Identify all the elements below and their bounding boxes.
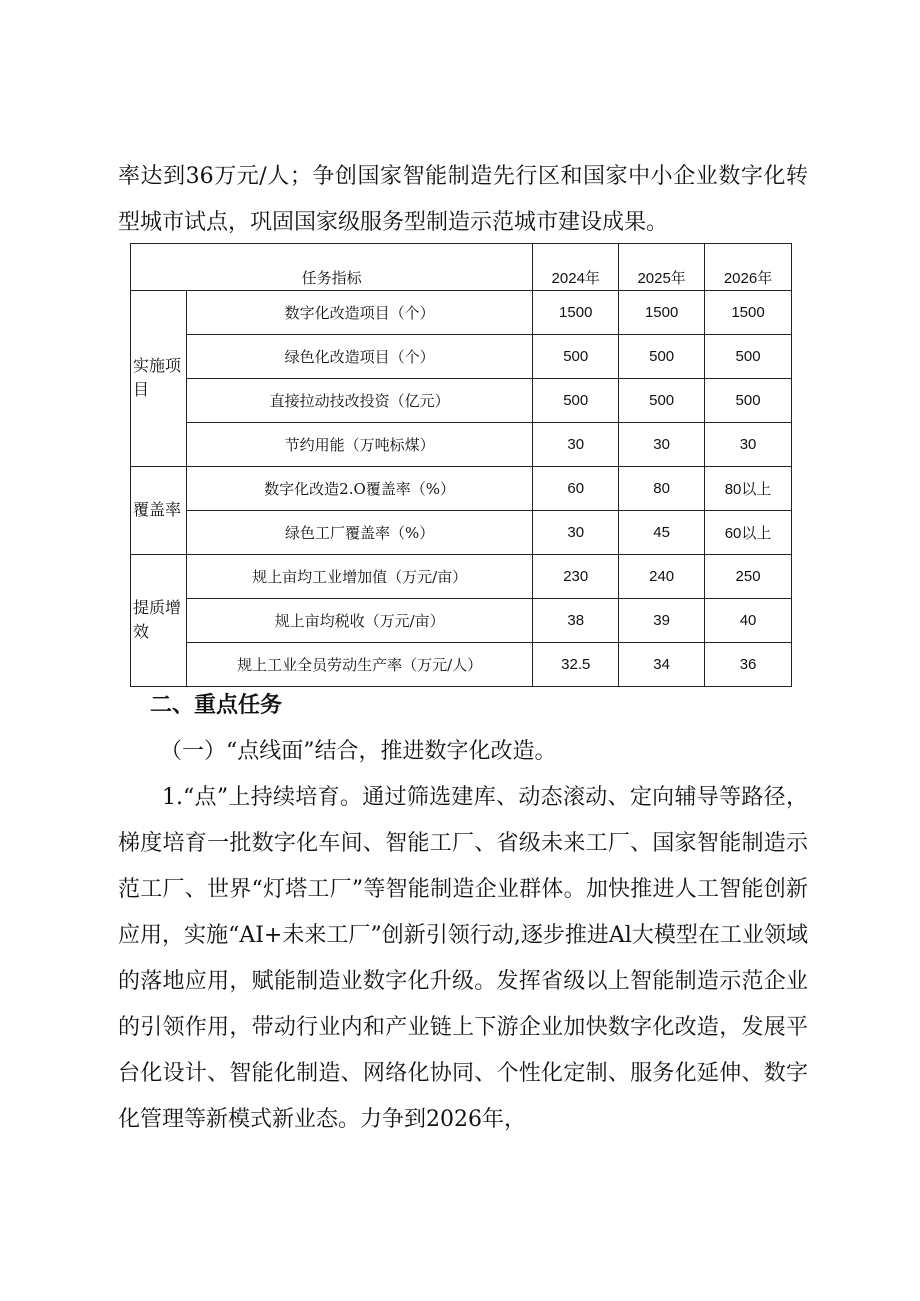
indicator-cell: 数字化改造项目（个） [186, 291, 532, 335]
table-row [131, 555, 792, 599]
targets-table-body [131, 244, 792, 687]
value-cell: 39 [619, 599, 705, 643]
value-cell: 500 [619, 335, 705, 379]
table-row [131, 291, 792, 335]
category-cell: 实施项目 [131, 291, 187, 467]
table-row [131, 511, 792, 555]
targets-table [130, 243, 792, 687]
value-cell: 1500 [533, 291, 619, 335]
value-cell: 500 [705, 335, 792, 379]
indicator-cell: 规上工业全员劳动生产率（万元/人） [186, 643, 532, 687]
value-cell: 45 [619, 511, 705, 555]
table-row [131, 335, 792, 379]
intro-paragraph: 率达到36万元/人；争创国家智能制造先行区和国家中小企业数字化转型城市试点，巩固国家级服务型制造示范城市建设成果。 [118, 164, 808, 235]
value-cell: 80以上 [705, 467, 792, 511]
category-cell: 提质增效 [131, 555, 187, 687]
value-cell: 34 [619, 643, 705, 687]
value-cell: 38 [533, 599, 619, 643]
value-cell: 1500 [619, 291, 705, 335]
header-year-2025: 2025年 [619, 244, 705, 291]
value-cell: 30 [533, 511, 619, 555]
value-cell: 500 [705, 379, 792, 423]
indicator-cell: 规上亩均税收（万元/亩） [186, 599, 532, 643]
value-cell: 1500 [705, 291, 792, 335]
section-heading: 二、重点任务 [150, 693, 283, 718]
value-cell: 30 [619, 423, 705, 467]
indicator-cell: 数字化改造2.O覆盖率（%） [186, 467, 532, 511]
value-cell: 32.5 [533, 643, 619, 687]
body-paragraph: 1.“点”上持续培育。通过筛选建库、动态滚动、定向辅导等路径，梯度培育一批数字化车间、智能工厂、省级未来工厂、国家智能制造示范工厂、世界“灯塔工厂”等智能制造企业群体。加快推进人工智能创新应用，实施“AI+未来工厂”创新引领行动,逐步推进Al大模型在工业领域的落地应用，赋能制造业数字化升级。发挥省级以上智能制造示范企业的引领作用，带动行业内和产业链上下游企业加快数字化改造，发展平台化设计、智能化制造、网络化协同、个性化定制、服务化延伸、数字化管理等新模式新业态。力争到2026年， [118, 785, 808, 1132]
category-cell: 覆盖率 [131, 467, 187, 555]
table-row [131, 599, 792, 643]
indicator-cell: 直接拉动技改投资（亿元） [186, 379, 532, 423]
value-cell: 30 [533, 423, 619, 467]
table-header-row [131, 244, 792, 291]
value-cell: 60以上 [705, 511, 792, 555]
value-cell: 240 [619, 555, 705, 599]
table-row [131, 379, 792, 423]
value-cell: 60 [533, 467, 619, 511]
value-cell: 500 [533, 379, 619, 423]
value-cell: 500 [619, 379, 705, 423]
header-year-2024: 2024年 [533, 244, 619, 291]
subsection-title: （一）“点线面”结合，推进数字化改造。 [160, 739, 557, 764]
table-row [131, 423, 792, 467]
indicator-cell: 绿色工厂覆盖率（%） [186, 511, 532, 555]
indicator-cell: 规上亩均工业增加值（万元/亩） [186, 555, 532, 599]
value-cell: 40 [705, 599, 792, 643]
table-row [131, 643, 792, 687]
value-cell: 250 [705, 555, 792, 599]
value-cell: 36 [705, 643, 792, 687]
indicator-cell: 节约用能（万吨标煤） [186, 423, 532, 467]
value-cell: 80 [619, 467, 705, 511]
indicator-cell: 绿色化改造项目（个） [186, 335, 532, 379]
value-cell: 230 [533, 555, 619, 599]
value-cell: 500 [533, 335, 619, 379]
header-indicator: 任务指标 [131, 244, 533, 291]
value-cell: 30 [705, 423, 792, 467]
table-row [131, 467, 792, 511]
header-year-2026: 2026年 [705, 244, 792, 291]
